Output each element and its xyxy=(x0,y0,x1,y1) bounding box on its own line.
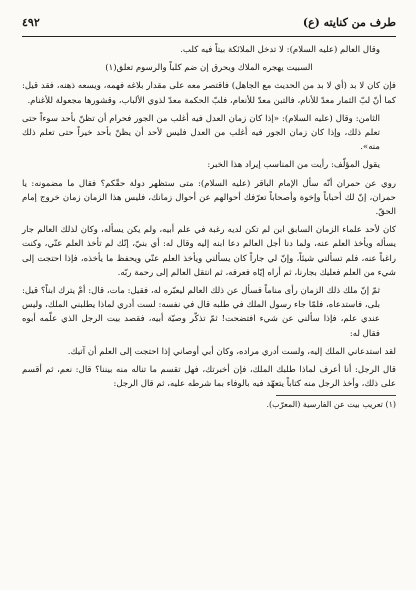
paragraph: كان لأحد علماء الزمان السابق ابن لم تكن لديه رغبة في علم أبيه، ولم يكن يسأله، وكان لذلك العالم جار يسأله ويأخذ العلم عنه، ولما دنا أجل العالم دعا ابنه إليه وقال له: أي بنيّ، إنّك لم تأخذ العلم عنّي، وكنت راغباً عنه، فلم تسألني شيئاً، وإنّ لي جاراً كان يسألني ويأخذ العلم عنّي ويحفظ ما يأخذه، فإذا احتجت إلى شيء من العلم فعليك بجارنا، ثم أراه إيّاه فعرفه، ثم انتقل العالم إلى رحمة ربّه. xyxy=(22,225,396,278)
paragraph: ثمّ إنّ ملك ذلك الزمان رأى مناماً فسأل عن ذلك العالم ليعبّره له، فقيل: مات، قال: أمْ يترك ابناً؟ قيل: بلى، فاستدعاه، فلمّا جاء رسول الملك في طلبه قال في نفسه: لست أدري لماذا يطلبني الملك، وليس عندي علم، فإذا سألني عن شيء افتضحت! ثمّ تذكّر وصيّة أبيه، فقصد بيت الرجل الذي علّمه أبوه فقال له: xyxy=(22,286,380,339)
paragraph: فإن كان لا بد (أي لا بد من الحديث مع الجاهل) فاقتصر معه على مقدار بلاغه فهمه، ويسعه ذهنه، فقد قيل: كما أنّ لبّ الثمار معدّ للأنام، فالتبن معدّ للأنعام، فلبّ الحكمة معدّ لذوي الألباب، وقشورها مجعولة للأغنام. xyxy=(22,81,396,106)
paragraph: وقال العالم (عليه السلام): لا تدخل الملائكة بيتاً فيه كلب. xyxy=(180,45,380,55)
verse: السبيت يهجره الملاك ويحرق إن ضم كلباً والرسوم تعلق(١) xyxy=(105,63,313,74)
paragraph: قال الرجل: أنا أعرف لماذا طلبك الملك، فإن أخبرتك، فهل تقسم ما تناله منه بيننا؟ قال: نعم، ثم أقسم على ذلك، وأخذ الرجل منه كتاباً يتعهّد فيه بالوفاء بما شرطه عليه، ثم قال الرجل: xyxy=(22,365,396,390)
page-header xyxy=(22,10,396,34)
paragraph: الثامن: وقال (عليه السلام): «إذا كان زمان العدل فيه أغلب من الجور فحرام أن تظنّ بأحد سوءاً حتى تعلم ذلك، وإذا كان زمان الجور فيه أغلب من العدل فليس لأحد أن يظنّ بأحد خيراً حتى تعلم ذلك منه». xyxy=(22,113,380,153)
document-page xyxy=(0,10,416,590)
page-number: ٤٩٢ xyxy=(22,15,40,29)
page-body xyxy=(22,43,396,391)
paragraph: يقول المؤلّف: رأيت من المناسب إيراد هذا الخبر: xyxy=(207,160,380,171)
paragraph: لقد استدعاني الملك إليه، ولست أدري مراده، وكان أبي أوصاني إذا احتجت إلى العلم أن آتيك. xyxy=(67,346,396,357)
running-title: طرف من كنايته (ع) xyxy=(302,15,396,29)
paragraph: روي عن حمران أنّه سأل الإمام الباقر (عليه السلام): متى ستظهر دولة حقّكم؟ فقال ما مضمونه: يا حمران، إنّ لك أحباباً وإخوة وأصحاباً تعرّفك أحوالهم عن أحوال زمانك، فليس هذا الزمان زمان خروج إمام الحقّ. xyxy=(22,178,396,218)
footnote-rule xyxy=(276,395,396,396)
header-rule xyxy=(22,36,396,37)
footnote: (١) تعريب بيت عن الفارسية (المعرّب). xyxy=(266,400,396,410)
